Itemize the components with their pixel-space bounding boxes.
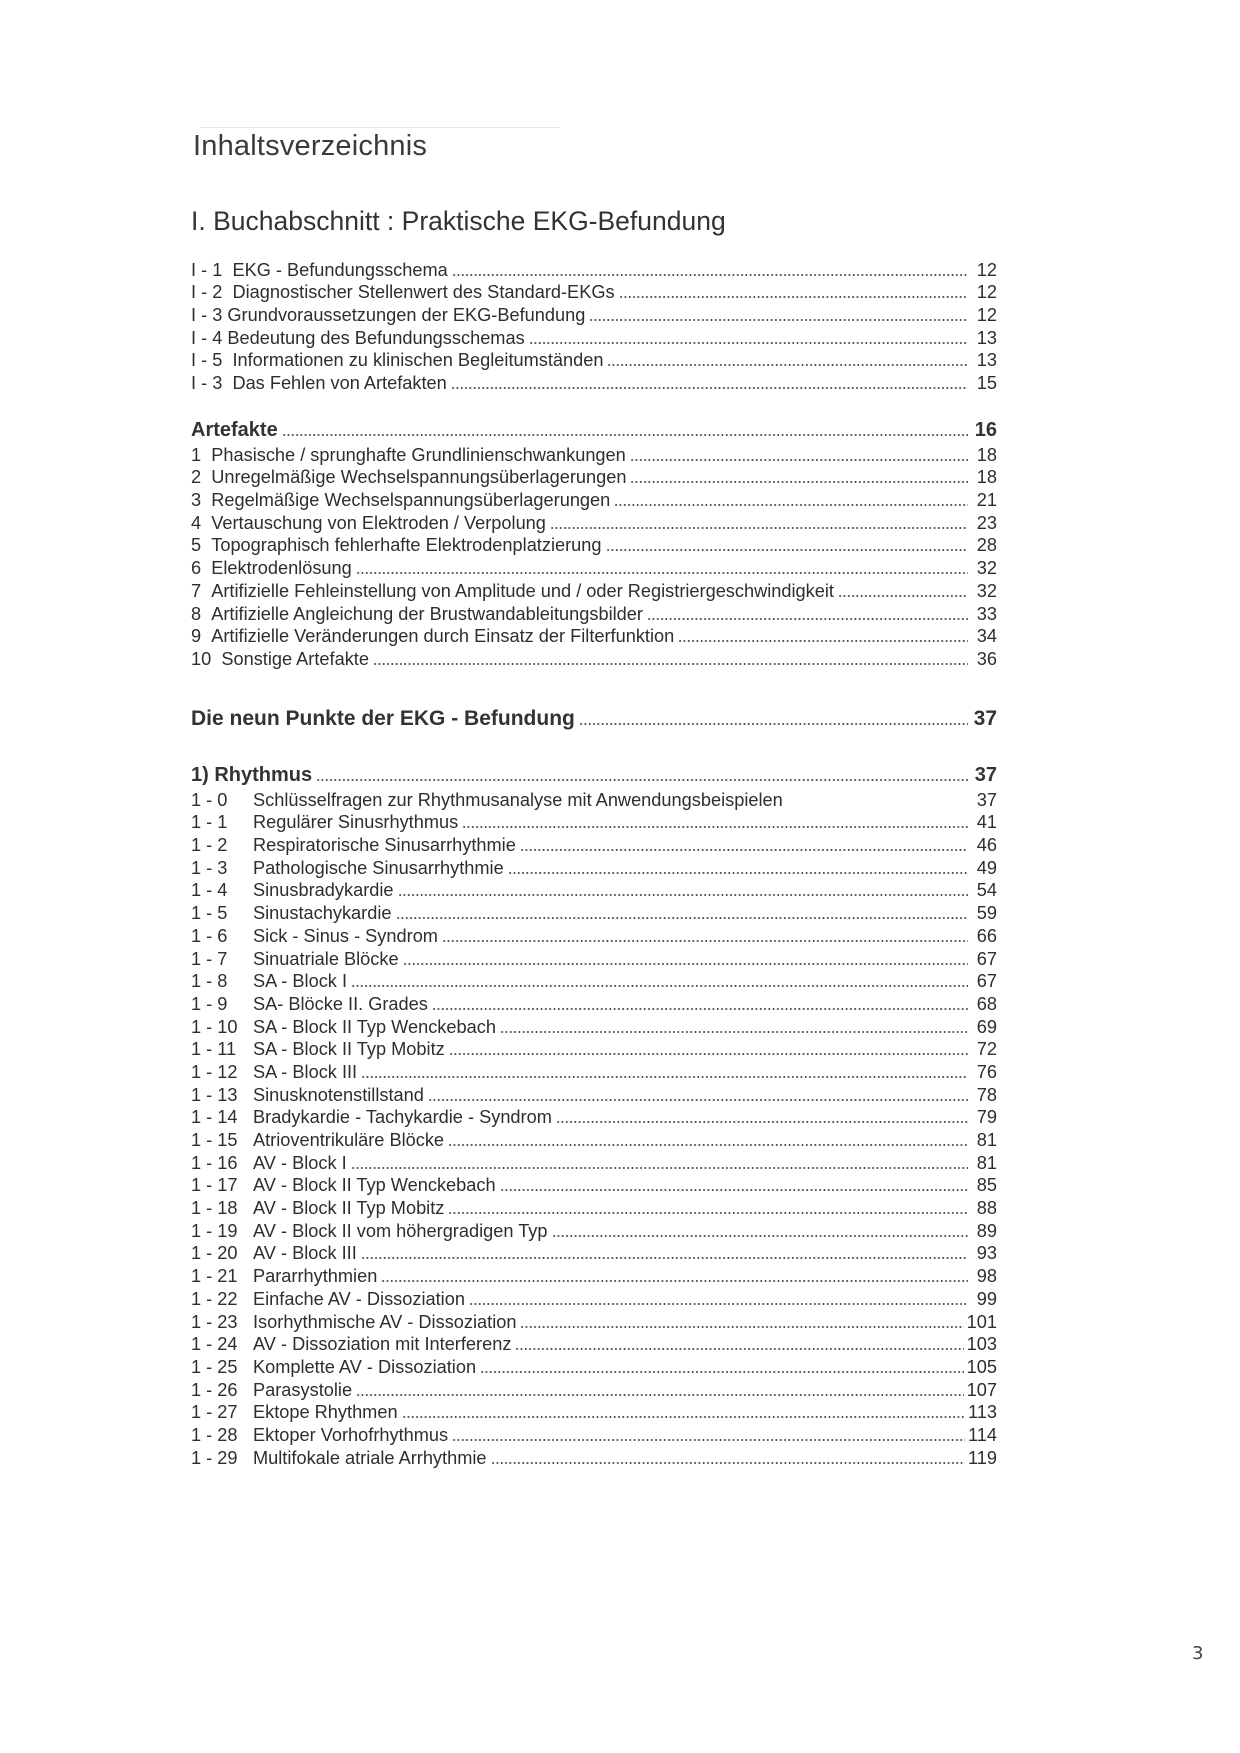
- toc-entry[interactable]: [191, 1309, 997, 1332]
- toc-entry[interactable]: [191, 1082, 997, 1105]
- toc-entry-number: 1 - 21: [191, 1266, 238, 1287]
- toc-entry-number: I - 1: [191, 259, 233, 280]
- toc-entry-title: AV - Dissoziation mit Interferenz: [253, 1334, 512, 1355]
- toc-entry[interactable]: [191, 923, 997, 946]
- toc-entry-number: 1 - 13: [191, 1084, 238, 1105]
- toc-entry-title: Schlüsselfragen zur Rhythmusanalyse mit Anwendungsbeispielen: [253, 789, 783, 810]
- toc-entry-page: 13: [976, 350, 997, 371]
- toc-entry[interactable]: [191, 1263, 997, 1286]
- toc-entry-page: 67: [976, 948, 997, 969]
- toc-entry-number: 1 - 12: [191, 1061, 238, 1082]
- dot-leader: [351, 985, 968, 987]
- toc-entry[interactable]: [191, 624, 997, 647]
- toc-entry[interactable]: [191, 1332, 997, 1355]
- toc-entry-page: 103: [966, 1334, 997, 1355]
- toc-entry-title: SA - Block II Typ Mobitz: [253, 1039, 445, 1060]
- dot-leader: [491, 1462, 966, 1464]
- dot-leader: [647, 618, 968, 620]
- toc-entry-number: I - 2: [191, 282, 233, 303]
- dot-leader: [550, 527, 968, 529]
- toc-entry-page: 28: [976, 535, 997, 556]
- dot-leader: [630, 481, 968, 483]
- toc-entry-page: 59: [976, 903, 997, 924]
- section-title: I. Buchabschnitt : Praktische EKG-Befundung: [191, 206, 726, 236]
- dot-leader: [529, 342, 968, 344]
- toc-entry-page: 36: [976, 648, 997, 669]
- page-number: 3: [1192, 1643, 1204, 1664]
- toc-entry-page: 18: [976, 467, 997, 488]
- toc-heading-rhythmus[interactable]: [191, 762, 997, 785]
- dot-leader: [515, 1348, 963, 1350]
- dot-leader: [428, 1099, 968, 1101]
- dot-leader: [838, 595, 968, 597]
- toc-entry-page: 15: [976, 373, 997, 394]
- toc-entry-title: Artifizielle Veränderungen durch Einsatz der Filterfunktion: [211, 626, 675, 647]
- toc-entry-page: 81: [976, 1152, 997, 1173]
- toc-entry[interactable]: [191, 1127, 997, 1150]
- toc-entry-title: Ektope Rhythmen: [253, 1402, 398, 1423]
- dot-leader: [556, 1121, 968, 1123]
- toc-entry-page: 113: [968, 1402, 997, 1423]
- dot-leader: [630, 459, 968, 461]
- toc-entry[interactable]: [191, 1422, 997, 1445]
- toc-entry[interactable]: [191, 810, 997, 833]
- toc-neun-punkte: [191, 706, 997, 729]
- toc-entry-page: 12: [976, 305, 997, 326]
- dot-leader: [398, 894, 968, 896]
- toc-entry-page: 13: [976, 327, 997, 348]
- toc-entry[interactable]: [191, 1241, 997, 1264]
- toc-entry[interactable]: [191, 832, 997, 855]
- toc-entry-page: 21: [976, 490, 997, 511]
- toc-entry-number: 1 - 20: [191, 1243, 238, 1264]
- toc-entry-title: Artifizielle Fehleinstellung von Amplitude und / oder Registriergeschwindigkeit: [211, 580, 834, 601]
- dot-leader: [361, 1257, 968, 1259]
- toc-entry[interactable]: [191, 1195, 997, 1218]
- toc-entry-number: 1 - 28: [191, 1424, 238, 1445]
- toc-entry-page: 101: [966, 1311, 997, 1332]
- toc-entry-title: Sinuatriale Blöcke: [253, 948, 399, 969]
- toc-entry[interactable]: [191, 487, 997, 510]
- dot-leader: [451, 387, 968, 389]
- toc-entry-title: SA - Block II Typ Wenckebach: [253, 1016, 496, 1037]
- toc-entry[interactable]: [191, 1445, 997, 1468]
- toc-group-rhythmus-heading: [191, 762, 997, 785]
- dot-leader: [442, 940, 968, 942]
- toc-entry-page: 93: [976, 1243, 997, 1264]
- toc-entry-number: 1 - 0: [191, 789, 228, 810]
- toc-entry-page: 46: [976, 835, 997, 856]
- dot-leader: [579, 723, 968, 725]
- toc-entry-page: 33: [976, 603, 997, 624]
- toc-entry-title: AV - Block II vom höhergradigen Typ: [253, 1220, 548, 1241]
- toc-entry-title: Atrioventrikuläre Blöcke: [253, 1130, 445, 1150]
- toc-group-artefakte-heading: [191, 417, 997, 440]
- dot-leader: [614, 504, 968, 506]
- toc-entry-title: SA- Blöcke II. Grades: [253, 993, 428, 1014]
- toc-entry-title: Topographisch fehlerhafte Elektrodenplatzierung: [211, 535, 602, 556]
- toc-entry-title: Regelmäßige Wechselspannungsüberlagerungen: [211, 490, 611, 511]
- dot-leader: [552, 1235, 968, 1237]
- toc-entry-number: I - 5: [191, 350, 233, 371]
- toc-entry-title: EKG - Befundungsschema: [232, 259, 448, 280]
- toc-entry[interactable]: [191, 1105, 997, 1128]
- toc-entry-number: 1 - 17: [191, 1175, 238, 1196]
- toc-entry-page: 69: [976, 1016, 997, 1037]
- toc-entry-page: 88: [976, 1198, 997, 1219]
- toc-entry[interactable]: [191, 325, 997, 348]
- toc-entry-number: 6: [191, 558, 212, 579]
- toc-entry[interactable]: [191, 900, 997, 923]
- dot-leader: [619, 296, 968, 298]
- toc-entry-title: Sinustachykardie: [253, 903, 392, 924]
- toc-entry-title: Komplette AV - Dissoziation: [253, 1356, 477, 1377]
- dot-leader: [381, 1280, 968, 1282]
- dot-leader: [356, 572, 968, 574]
- toc-entry-title: AV - Block III: [253, 1243, 357, 1264]
- toc-entry[interactable]: [191, 646, 997, 669]
- toc-entry-number: 1 - 23: [191, 1311, 238, 1332]
- dot-leader: [520, 849, 968, 851]
- dot-leader: [500, 1031, 968, 1033]
- toc-entry[interactable]: [191, 1037, 997, 1060]
- toc-entry-number: 1 - 15: [191, 1130, 238, 1150]
- toc-entry-page: 32: [976, 580, 997, 601]
- toc-entry-title: SA - Block I: [253, 971, 348, 992]
- dot-leader: [452, 274, 968, 276]
- toc-entry-page: 16: [974, 418, 997, 441]
- toc-entry-page: 81: [976, 1130, 997, 1150]
- page-title: Inhaltsverzeichnis: [193, 130, 428, 162]
- dot-leader: [678, 640, 968, 642]
- dot-leader: [373, 663, 968, 665]
- toc-group-rhythmus: [191, 787, 997, 1468]
- toc-entry-title: Grundvoraussetzungen der EKG-Befundung: [227, 305, 586, 326]
- toc-entry-page: 99: [976, 1288, 997, 1309]
- toc-entry-number: 1 - 11: [191, 1039, 237, 1060]
- toc-entry-title: Bradykardie - Tachykardie - Syndrom: [253, 1107, 552, 1128]
- toc-entry-page: 12: [976, 282, 997, 303]
- dot-leader: [480, 1371, 964, 1373]
- toc-entry-number: 1 - 4: [191, 880, 228, 901]
- toc-entry[interactable]: [191, 1014, 997, 1037]
- toc-entry-page: 79: [976, 1107, 997, 1128]
- toc-entry-title: Die neun Punkte der EKG - Befundung: [191, 706, 575, 730]
- toc-entry[interactable]: [191, 510, 997, 533]
- toc-entry-page: 107: [966, 1379, 997, 1400]
- dot-leader: [469, 1303, 968, 1305]
- toc-entry[interactable]: [191, 370, 997, 393]
- toc-entry-number: 1 - 26: [191, 1379, 238, 1400]
- dot-leader: [606, 549, 968, 551]
- toc-entry[interactable]: [191, 257, 997, 280]
- toc-entry[interactable]: [191, 787, 997, 810]
- toc-entry-page: 12: [976, 259, 997, 280]
- toc-entry[interactable]: [191, 1400, 997, 1423]
- toc-entry-page: 54: [976, 880, 997, 901]
- toc-entry-title: 1) Rhythmus: [191, 763, 313, 786]
- toc-entry-page: 18: [976, 444, 997, 465]
- toc-entry-title: Sick - Sinus - Syndrom: [253, 925, 438, 946]
- dot-leader: [356, 1394, 964, 1396]
- toc-entry-page: 89: [976, 1220, 997, 1241]
- toc-entry[interactable]: [191, 348, 997, 371]
- toc-entry-title: Informationen zu klinischen Begleitumständen: [232, 350, 604, 371]
- toc-entry-title: Phasische / sprunghafte Grundlinienschwankungen: [211, 444, 626, 465]
- toc-entry[interactable]: [191, 878, 997, 901]
- toc-entry-number: 1 - 1: [191, 812, 228, 833]
- toc-entry-title: Respiratorische Sinusarrhythmie: [253, 835, 516, 856]
- toc-entry[interactable]: [191, 946, 997, 969]
- dot-leader: [448, 1212, 968, 1214]
- toc-entry[interactable]: [191, 533, 997, 556]
- toc-entry[interactable]: [191, 1150, 997, 1173]
- dot-leader: [449, 1053, 968, 1055]
- toc-entry-page: 72: [976, 1039, 997, 1060]
- dot-leader: [396, 917, 968, 919]
- toc-entry-number: 1 - 5: [191, 903, 228, 924]
- toc-entry-page: 114: [968, 1424, 997, 1445]
- toc-entry-page: 76: [976, 1061, 997, 1082]
- toc-entry-page: 119: [968, 1447, 997, 1468]
- toc-entry-title: Unregelmäßige Wechselspannungsüberlagerungen: [211, 467, 627, 488]
- toc-heading-artefakte[interactable]: [191, 417, 997, 440]
- toc-entry-page: 78: [976, 1084, 997, 1105]
- scan-artifact-line: [200, 127, 560, 128]
- toc-entry-title: Diagnostischer Stellenwert des Standard-EKGs: [232, 282, 615, 303]
- toc-entry-title: AV - Block II Typ Wenckebach: [253, 1175, 496, 1196]
- toc-entry-title: Einfache AV - Dissoziation: [253, 1288, 465, 1309]
- toc-entry-number: 9: [191, 626, 212, 647]
- dot-leader: [452, 1439, 965, 1441]
- toc-entry-title: Artifizielle Angleichung der Brustwandableitungsbilder: [211, 603, 643, 624]
- toc-entry-page: 37: [973, 706, 997, 730]
- toc-entry-number: 1 - 18: [191, 1198, 238, 1219]
- toc-entry-number: 8: [191, 603, 212, 624]
- toc-entry-number: 1 - 9: [191, 993, 228, 1014]
- toc-entry-title: Vertauschung von Elektroden / Verpolung: [211, 512, 546, 533]
- toc-entry-number: 3: [191, 490, 212, 511]
- toc-entry[interactable]: [191, 302, 997, 325]
- toc-entry-title: Das Fehlen von Artefakten: [232, 373, 447, 394]
- toc-entry[interactable]: [191, 465, 997, 488]
- dot-leader: [316, 779, 968, 781]
- toc-entry[interactable]: [191, 991, 997, 1014]
- toc-entry-title: Ektoper Vorhofrhythmus: [253, 1424, 449, 1445]
- toc-entry[interactable]: [191, 969, 997, 992]
- toc-entry[interactable]: [191, 578, 997, 601]
- toc-entry-number: 1 - 8: [191, 971, 228, 992]
- toc-entry-title: Sonstige Artefakte: [221, 648, 369, 669]
- toc-entry-number: 7: [191, 580, 212, 601]
- toc-entry[interactable]: [191, 601, 997, 624]
- toc-entry[interactable]: [191, 1354, 997, 1377]
- toc-entry-number: 1 - 16: [191, 1152, 238, 1173]
- toc-entry-page: 105: [966, 1356, 997, 1377]
- toc-entry-page: 23: [976, 512, 997, 533]
- toc-entry-number: 1: [191, 444, 212, 465]
- dot-leader: [402, 1416, 965, 1418]
- toc-entry-number: 1 - 7: [191, 948, 228, 969]
- toc-entry-page: 66: [976, 925, 997, 946]
- toc-entry[interactable]: [191, 1173, 997, 1196]
- toc-entry-number: I - 3: [191, 373, 233, 394]
- dot-leader: [403, 963, 968, 965]
- toc-entry-title: Pararrhythmien: [253, 1266, 378, 1287]
- toc-entry-title: Sinusknotenstillstand: [253, 1084, 424, 1105]
- toc-group-praktische-befundung: [191, 257, 997, 393]
- toc-entry-title: AV - Block I: [253, 1152, 347, 1173]
- toc-entry[interactable]: [191, 1286, 997, 1309]
- dot-leader: [787, 804, 968, 806]
- toc-entry-title: Isorhythmische AV - Dissoziation: [253, 1311, 517, 1332]
- toc-entry-title: Sinusbradykardie: [253, 880, 394, 901]
- toc-entry-title: Elektrodenlösung: [211, 558, 352, 579]
- toc-entry-number: 10: [191, 648, 222, 669]
- dot-leader: [589, 319, 968, 321]
- toc-entry-page: 37: [976, 789, 997, 810]
- toc-entry-number: I - 3: [191, 305, 228, 326]
- toc-entry[interactable]: [191, 1059, 997, 1082]
- toc-entry-title: Multifokale atriale Arrhythmie: [253, 1447, 487, 1468]
- toc-group-artefakte: [191, 442, 997, 669]
- toc-entry-title: Regulärer Sinusrhythmus: [253, 812, 459, 833]
- toc-entry[interactable]: [191, 442, 997, 465]
- dot-leader: [351, 1167, 968, 1169]
- toc-entry-title: Pathologische Sinusarrhythmie: [253, 857, 504, 878]
- toc-entry-page: 32: [976, 558, 997, 579]
- toc-entry-number: 1 - 3: [191, 857, 228, 878]
- toc-entry-number: 1 - 22: [191, 1288, 238, 1309]
- toc-entry[interactable]: [191, 1377, 997, 1400]
- toc-entry-page: 68: [976, 993, 997, 1014]
- toc-entry-page: 34: [976, 626, 997, 647]
- toc-entry[interactable]: [191, 555, 997, 578]
- toc-entry-number: 1 - 2: [191, 835, 228, 856]
- toc-entry[interactable]: [191, 280, 997, 303]
- toc-entry-page: 98: [976, 1266, 997, 1287]
- toc-entry-number: 1 - 29: [191, 1447, 238, 1468]
- toc-entry-title: SA - Block III: [253, 1061, 358, 1082]
- toc-entry-page: 49: [976, 857, 997, 878]
- toc-entry-page: 37: [974, 763, 997, 786]
- dot-leader: [500, 1189, 968, 1191]
- dot-leader: [508, 872, 968, 874]
- toc-entry-number: 5: [191, 535, 212, 556]
- toc-entry-title: Parasystolie: [253, 1379, 353, 1400]
- toc-entry-page: 41: [976, 812, 997, 833]
- toc-heading-neun-punkte[interactable]: [191, 706, 997, 729]
- toc-entry-number: 1 - 10: [191, 1016, 238, 1037]
- toc-entry-title: Artefakte: [191, 418, 278, 441]
- toc-entry-title: AV - Block II Typ Mobitz: [253, 1198, 445, 1219]
- toc-entry-number: I - 4: [191, 327, 228, 348]
- toc-entry-page: 85: [976, 1175, 997, 1196]
- toc-entry[interactable]: [191, 855, 997, 878]
- toc-entry-number: 1 - 6: [191, 925, 228, 946]
- toc-entry-number: 1 - 14: [191, 1107, 238, 1128]
- toc-entry[interactable]: [191, 1218, 997, 1241]
- toc-entry-number: 2: [191, 467, 212, 488]
- toc-entry-number: 1 - 19: [191, 1220, 238, 1241]
- toc-entry-number: 1 - 27: [191, 1402, 238, 1423]
- dot-leader: [282, 434, 968, 436]
- dot-leader: [520, 1326, 963, 1328]
- dot-leader: [361, 1076, 968, 1078]
- dot-leader: [607, 364, 968, 366]
- dot-leader: [462, 826, 968, 828]
- toc-entry-title: Bedeutung des Befundungsschemas: [227, 327, 525, 348]
- toc-entry-number: 1 - 25: [191, 1356, 238, 1377]
- toc-entry-page: 67: [976, 971, 997, 992]
- toc-entry-number: 1 - 24: [191, 1334, 238, 1355]
- toc-entry-number: 4: [191, 512, 212, 533]
- dot-leader: [432, 1008, 968, 1010]
- dot-leader: [448, 1144, 968, 1146]
